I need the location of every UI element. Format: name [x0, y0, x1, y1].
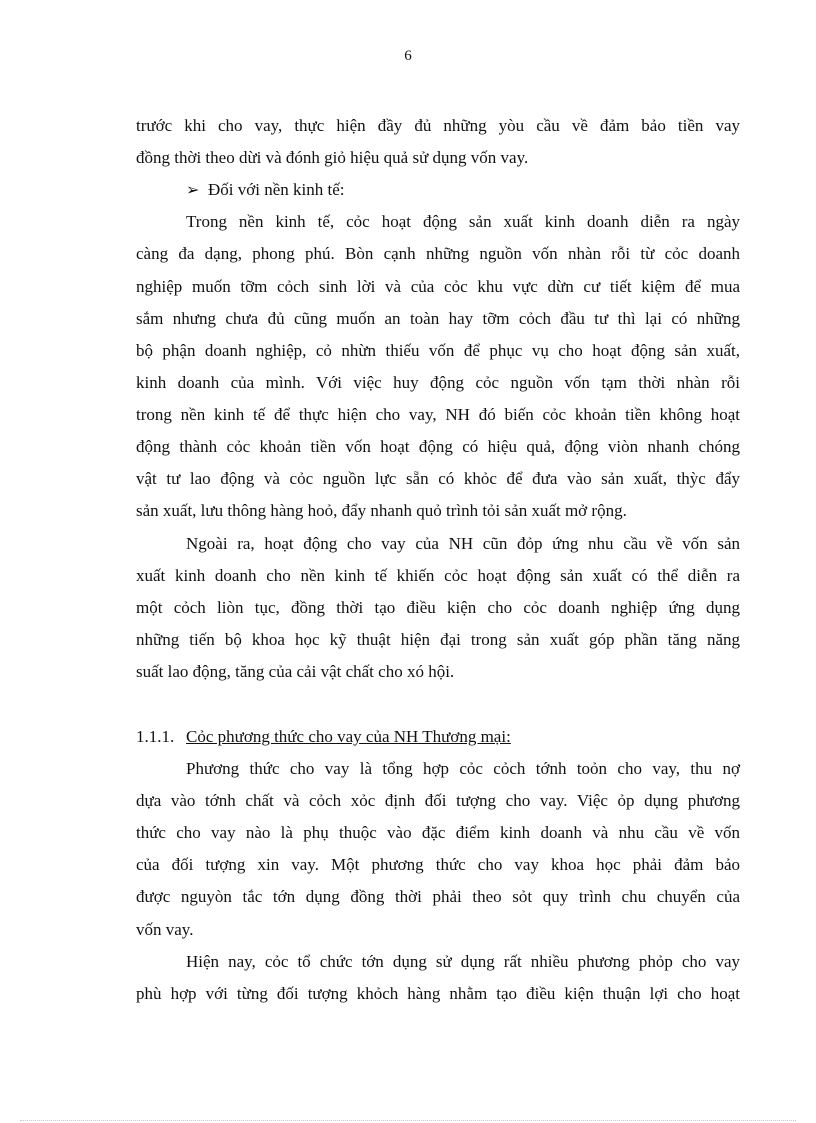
text-line: vật tư lao động và cỏc nguồn lực sẵn có khỏc để đưa vào sản xuất, thỳc đẩy	[136, 469, 740, 488]
text-line: kinh doanh của mình. Với việc huy động cỏc nguồn vốn tạm thời nhàn rỗi	[136, 373, 740, 392]
text-line: được nguyòn tắc tớn dụng đồng thời phải theo sỏt quy trình chu chuyển của	[136, 887, 740, 906]
text-line: bộ phận doanh nghiệp, cỏ nhừn thiếu vốn để phục vụ cho hoạt động sản xuất,	[136, 341, 740, 360]
page-bottom-border	[20, 1120, 796, 1121]
text-line: dựa vào tớnh chất và cỏch xỏc định đối tượng cho vay. Việc ỏp dụng phương	[136, 791, 740, 810]
text-line: Ngoài ra, hoạt động cho vay của NH cũn đỏp ứng nhu cầu về vốn sản	[186, 534, 740, 553]
text-line: xuất kinh doanh cho nền kinh tế khiến cỏc hoạt động sản xuất có thể diễn ra	[136, 566, 740, 585]
text-line: thức cho vay nào là phụ thuộc vào đặc điểm kinh doanh và nhu cầu về vốn	[136, 823, 740, 842]
text-line: Phương thức cho vay là tổng hợp cỏc cỏch tớnh toỏn cho vay, thu nợ	[186, 759, 740, 778]
text-line: sắm nhưng chưa đủ cũng muốn an toàn hay tỡm cỏch đầu tư thì lại có những	[136, 309, 740, 328]
text-line: Hiện nay, cỏc tổ chức tớn dụng sử dụng rất nhiều phương phỏp cho vay	[186, 952, 740, 971]
text-line: suất lao động, tăng của cải vật chất cho xó hội.	[136, 662, 455, 681]
text-line: phù hợp với từng đối tượng khỏch hàng nhằm tạo điều kiện thuận lợi cho hoạt	[136, 984, 740, 1003]
section-heading	[136, 727, 740, 747]
text-line: đồng thời theo dừi và đónh giỏ hiệu quả sử dụng vốn vay.	[136, 148, 529, 167]
text-line: động thành cỏc khoản tiền vốn hoạt động có hiệu quả, động viòn nhanh chóng	[136, 437, 740, 456]
text-line: càng đa dạng, phong phú. Bòn cạnh những nguồn vốn nhàn rỗi từ cỏc doanh	[136, 244, 740, 263]
text-line: những tiến bộ khoa học kỹ thuật hiện đại trong sản xuất góp phần tăng năng	[136, 630, 740, 649]
text-line: Trong nền kinh tế, cỏc hoạt động sản xuất kinh doanh diễn ra ngày	[186, 212, 740, 231]
text-line: sản xuất, lưu thông hàng hoỏ, đẩy nhanh quỏ trình tỏi sản xuất mở rộng.	[136, 501, 627, 520]
page-number: 6	[404, 48, 412, 64]
text-line: một cỏch liòn tục, đồng thời tạo điều kiện cho cỏc doanh nghiệp ứng dụng	[136, 598, 740, 617]
text-line: trước khi cho vay, thực hiện đầy đủ những yòu cầu về đảm bảo tiền vay	[136, 116, 740, 135]
heading-number: 1.1.1.	[136, 727, 175, 746]
text-line: nghiệp muốn tỡm cỏch sinh lời và của cỏc khu vực dừn cư tiết kiệm để mua	[136, 277, 740, 296]
text-line: trong nền kinh tế để thực hiện cho vay, NH đó biến cỏc khoản tiền không hoạt	[136, 405, 740, 424]
text-line: của đối tượng xin vay. Một phương thức cho vay khoa học phải đảm bảo	[136, 855, 740, 874]
bullet-item	[186, 180, 790, 201]
text-line: vốn vay.	[136, 920, 194, 939]
bullet-text: Đối với nền kinh tế:	[208, 180, 345, 199]
heading-title: Cỏc phương thức cho vay của NH Thương mại:	[186, 727, 511, 746]
arrow-bullet-icon: ➢	[186, 182, 200, 199]
